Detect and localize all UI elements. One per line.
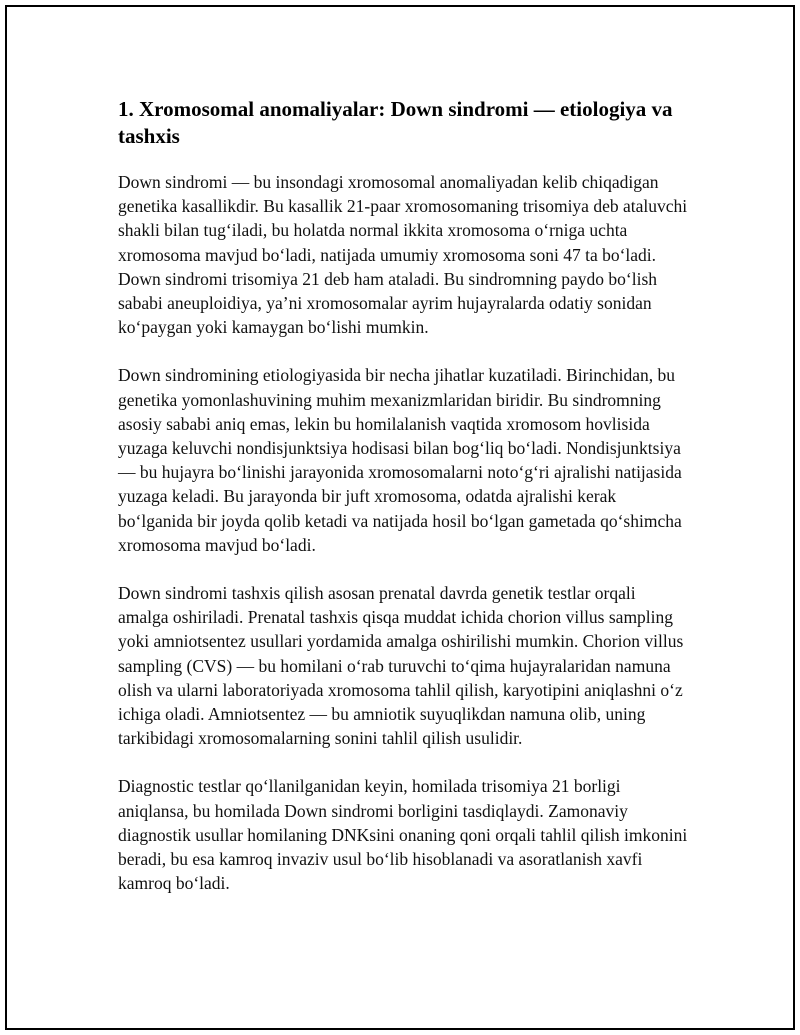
paragraph-diagnosis: Down sindromi tashxis qilish asosan prenatal davrda genetik testlar orqali amalga oshiriladi. Prenatal tashxis qisqa muddat ichida chorion villus sampling yoki amniotsentez usullari yordamida amalga oshirilishi mumkin. Chorion villus sampling (CVS) — bu homilani o‘rab turuvchi to‘qima hujayralaridan namuna olish va ularni laboratoriyada xromosoma tahlil qilish, karyotipini aniqlashni o‘z ichiga oladi. Amniotsentez — bu amniotik suyuqlikdan namuna olib, uning tarkibidagi xromosomalarning sonini tahlil qilish usulidir. bbox=[118, 583, 684, 749]
paragraph-definition: Down sindromi — bu insondagi xromosomal anomaliyadan kelib chiqadigan genetika kasallikdir. Bu kasallik 21-paar xromosomaning trisomiya deb ataluvchi shakli bilan tug‘iladi, bu holatda normal ikkita xromosoma o‘rniga uchta xromosoma mavjud bo‘ladi, natijada umumiy xromosoma soni 47 ta bo‘ladi. Down sindromi trisomiya 21 deb ham ataladi. Bu sindromning paydo bo‘lish sababi aneuploidiya, ya’ni xromosomalar ayrim hujayralarda odatiy sonidan ko‘paygan yoki kamaygan bo‘lishi mumkin. bbox=[118, 172, 688, 338]
paragraph-modern-diagnostics: Diagnostic testlar qo‘llanilganidan keyin, homilada trisomiya 21 borligi aniqlansa, bu homilada Down sindromi borligini tasdiqlaydi. Zamonaviy diagnostik usullar homilaning DNKsini onaning qoni orqali tahlil qilish imkonini beradi, bu esa kamroq invaziv usul bo‘lib hisoblanadi va asoratlanish xavfi kamroq bo‘ladi. bbox=[118, 776, 688, 894]
section-heading: 1. Xromosomal anomaliyalar: Down sindromi — etiologiya va tashxis bbox=[118, 97, 673, 148]
document-body bbox=[118, 96, 690, 919]
paragraph-etiology: Down sindromining etiologiyasida bir necha jihatlar kuzatiladi. Birinchidan, bu genetika yomonlashuvining muhim mexanizmlaridan biridir. Bu sindromning asosiy sababi aniq emas, lekin bu homilalanish vaqtida xromosom hovlisida yuzaga keluvchi nondisjunktsiya hodisasi bilan bog‘liq bo‘ladi. Nondisjunktsiya — bu hujayra bo‘linishi jarayonida xromosomalarni noto‘g‘ri ajralishi natijasida yuzaga keladi. Bu jarayonda bir juft xromosoma, odatda ajralishi kerak bo‘lganida bir joyda qolib ketadi va natijada hosil bo‘lgan gametada qo‘shimcha xromosoma mavjud bo‘ladi. bbox=[118, 365, 682, 555]
